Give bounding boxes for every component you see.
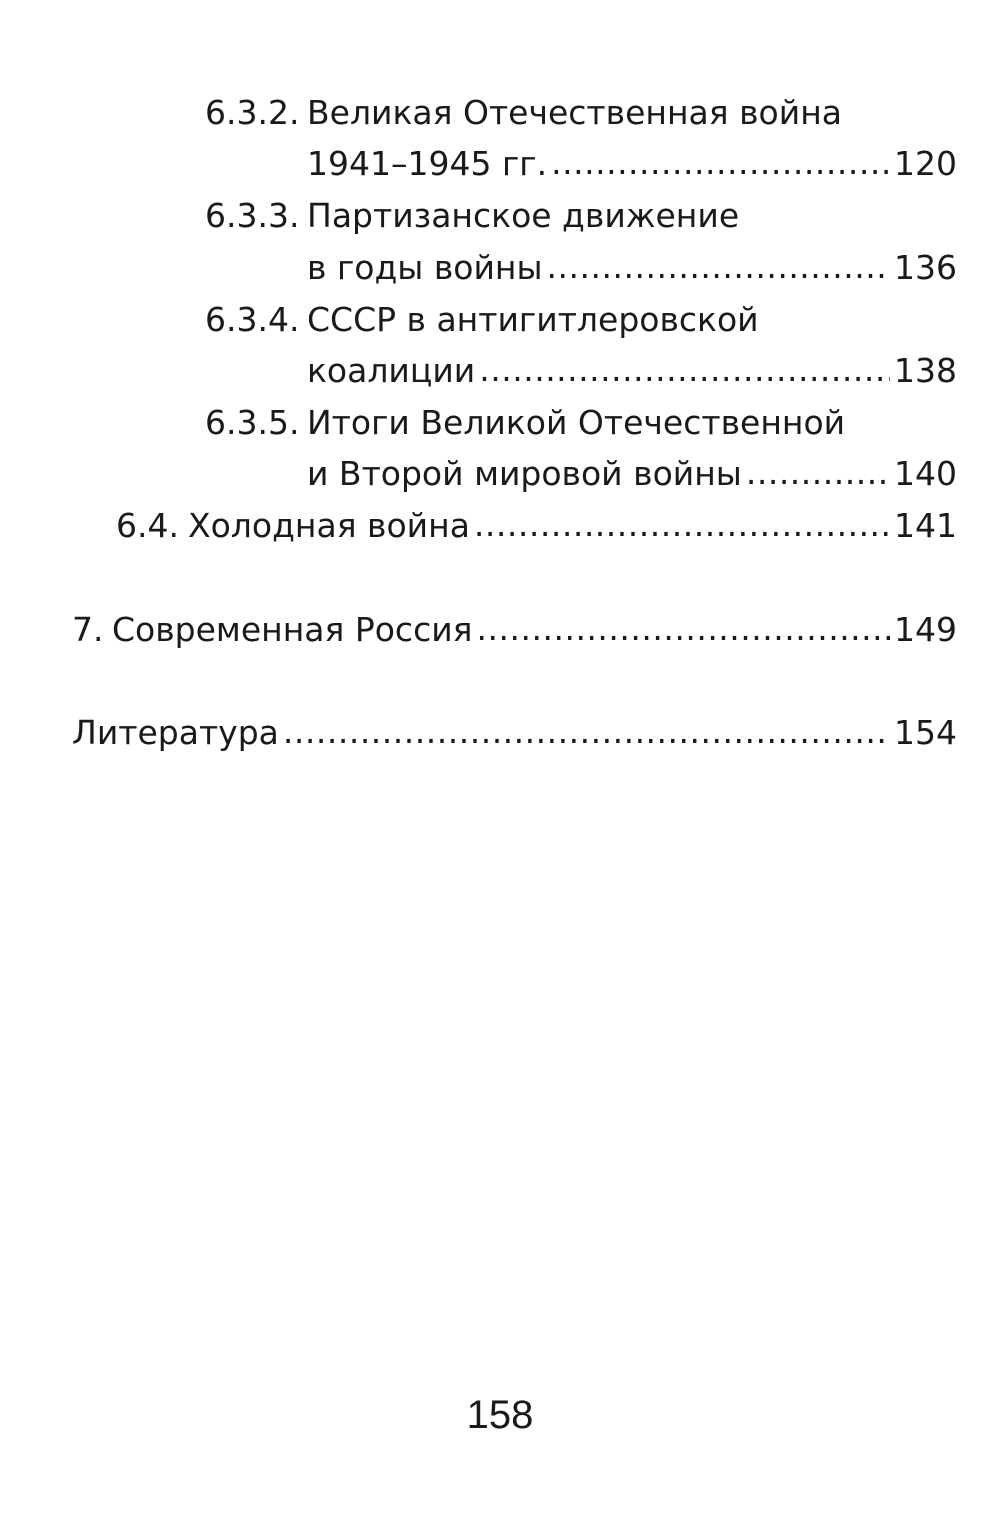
toc-number: 6.3.3. [205, 196, 300, 235]
leader-dots [283, 707, 890, 757]
leader-dots [547, 242, 890, 292]
toc-entry-6-3-4 [205, 295, 759, 345]
toc-title: СССР в антигитлеровской [307, 300, 759, 339]
toc-title-cont: в годы войны [307, 248, 543, 287]
toc-title: Великая Отечественная война [307, 93, 842, 132]
toc-page: 154 [894, 713, 957, 752]
toc-title: Литература [72, 713, 279, 752]
toc-entry-6-3-3 [205, 191, 739, 241]
toc-title: Итоги Великой Отечественной [307, 403, 846, 442]
toc-title: Холодная война [188, 506, 470, 545]
toc-page: 138 [894, 351, 957, 390]
toc-page: 141 [894, 506, 957, 545]
toc-number: 6.3.2. [205, 93, 300, 132]
toc-page: 140 [894, 454, 957, 493]
leader-dots [474, 500, 890, 550]
toc-number: 6.3.5. [205, 403, 300, 442]
toc-entry-6-4 [116, 501, 957, 551]
toc-title-cont: 1941–1945 гг. [307, 144, 548, 183]
toc-page: 149 [894, 610, 957, 649]
toc-entry-literature [72, 708, 957, 758]
toc-entry-7 [72, 605, 957, 655]
toc-page: 120 [894, 144, 957, 183]
toc-entry-6-3-5 [205, 398, 845, 448]
toc-entry-6-3-5-cont [307, 449, 957, 499]
toc-page: 136 [894, 248, 957, 287]
toc-entry-6-3-3-cont [307, 243, 957, 293]
leader-dots [479, 345, 890, 395]
toc-title: Партизанское движение [307, 196, 740, 235]
toc-entry-6-3-2 [205, 88, 842, 138]
leader-dots [477, 604, 890, 654]
toc-number: 6.3.4. [205, 300, 300, 339]
leader-dots [746, 448, 890, 498]
toc-entry-6-3-2-cont [307, 139, 957, 189]
toc-entry-6-3-4-cont [307, 346, 957, 396]
toc-number: 6.4. [116, 506, 179, 545]
toc-number: 7. [72, 610, 104, 649]
leader-dots [551, 138, 890, 188]
page-number: 158 [466, 1393, 534, 1437]
toc-title-cont: и Второй мировой войны [307, 454, 742, 493]
toc-title: Современная Россия [112, 610, 473, 649]
toc-title-cont: коалиции [307, 351, 476, 390]
